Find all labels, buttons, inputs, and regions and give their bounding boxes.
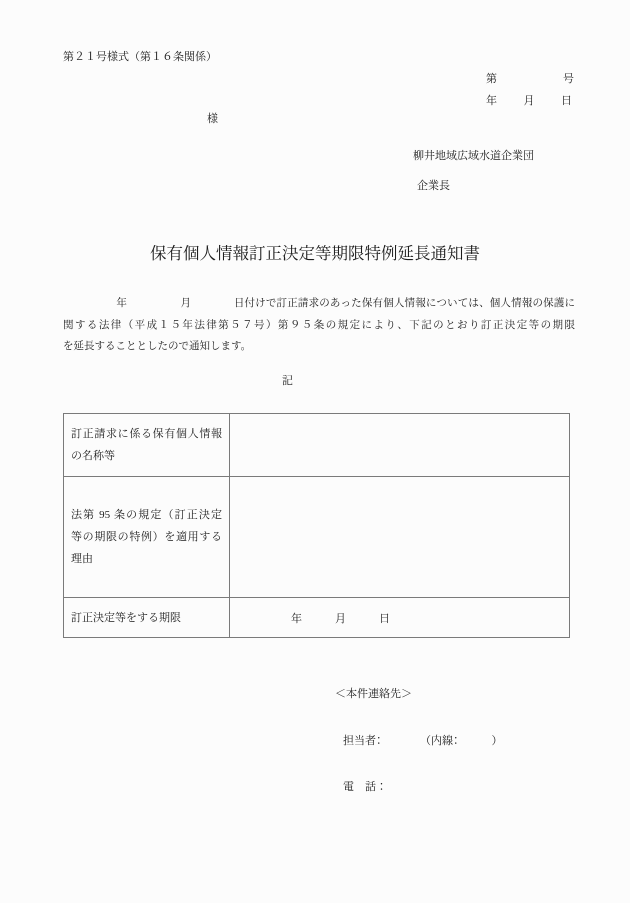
form-number: 第２１号様式（第１６条関係） xyxy=(63,51,217,63)
document-title: 保有個人情報訂正決定等期限特例延長通知書 xyxy=(150,244,480,263)
body-line: 年 月 日付けで訂正請求のあった保有個人情報については、個人情報の保護に xyxy=(63,298,575,309)
label-line: 等の期限の特例）を適用する xyxy=(71,531,222,543)
contact-person-line: 担当者： （内線： ） xyxy=(343,734,503,747)
record-mark: 記 xyxy=(282,375,293,387)
table-row-label-reason xyxy=(64,477,230,598)
table-row-label-name xyxy=(64,414,230,477)
label-line: の名称等 xyxy=(71,450,115,462)
doc-number-blank: 第 号 xyxy=(486,73,574,85)
table-row-value-deadline: 年 月 日 xyxy=(291,612,390,625)
table-row-value-reason xyxy=(230,477,569,598)
issuer-organization: 柳井地域広域水道企業団 xyxy=(413,150,534,162)
label-line: 訂正請求に係る保有個人情報 xyxy=(71,428,222,440)
body-paragraph xyxy=(63,293,575,358)
addressee-suffix: 様 xyxy=(207,113,218,125)
label-line: 理由 xyxy=(71,553,93,565)
issuer-title: 企業長 xyxy=(417,180,450,192)
contact-heading: ＜本件連絡先＞ xyxy=(335,688,412,700)
correction-notice-table xyxy=(63,413,570,638)
issue-date-blank: 年 月 日 xyxy=(486,95,574,107)
body-line: 関する法律（平成１５年法律第５７号）第９５条の規定により、下記のとおり訂正決定等の期限 xyxy=(63,319,575,331)
table-row-label-deadline xyxy=(64,598,230,637)
contact-phone-line: 電 話： xyxy=(343,781,387,793)
label-line: 訂正決定等をする期限 xyxy=(71,611,181,624)
table-row-value-name xyxy=(230,414,569,477)
body-line: を延長することとしたので通知します。 xyxy=(63,341,252,352)
label-line: 法第 95 条の規定（訂正決定 xyxy=(71,509,222,521)
contact-block xyxy=(335,656,503,827)
